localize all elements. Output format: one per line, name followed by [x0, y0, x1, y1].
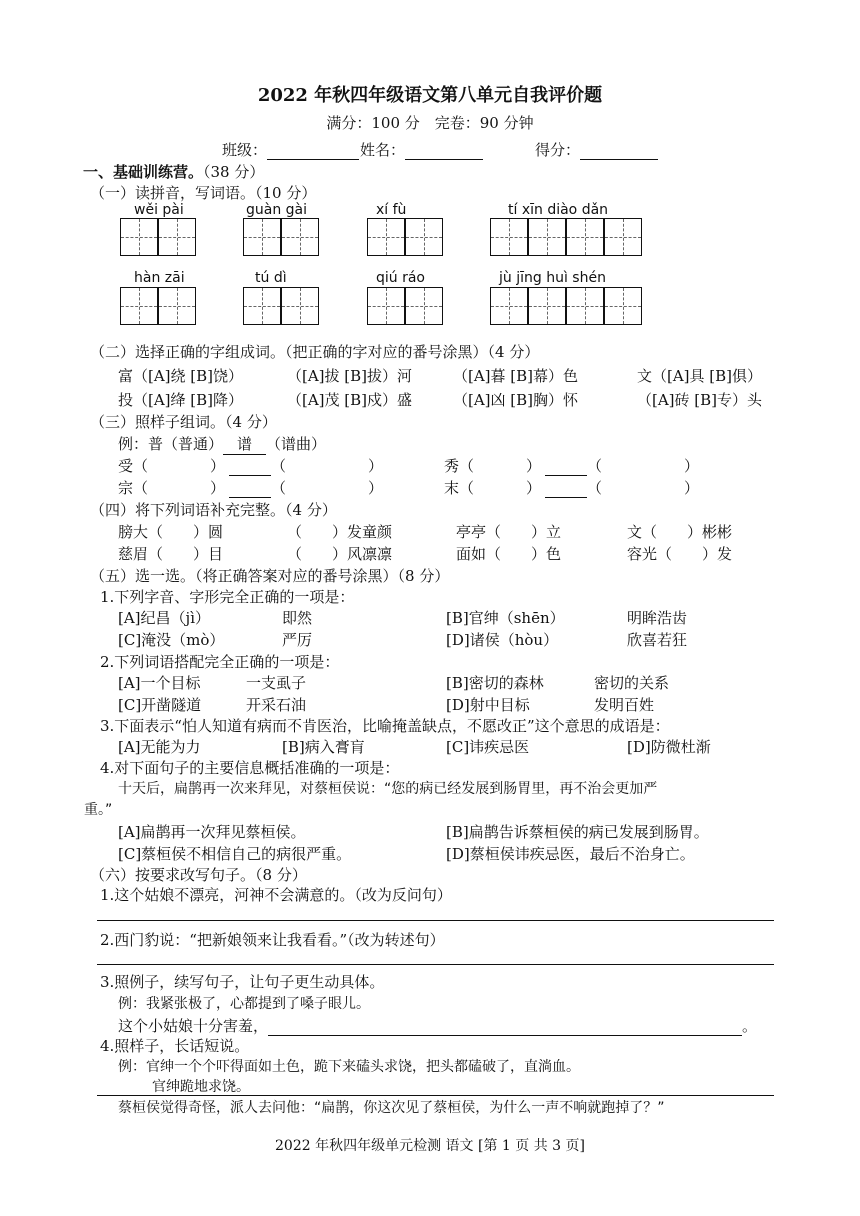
char-box[interactable]	[604, 218, 642, 256]
q2-option-d-word: 发明百姓	[594, 696, 655, 714]
answer-blank[interactable]	[229, 459, 271, 476]
part-2-item[interactable]: 投（[A]绛 [B]降）	[118, 391, 244, 409]
part-3-row	[444, 478, 699, 498]
q3-option-c[interactable]: [C]讳疾忌医	[446, 738, 530, 756]
rewrite-q4-example: 例：官绅一个个吓得面如土色，跪下来磕头求饶，把头都磕破了，直淌血。	[118, 1059, 580, 1075]
char-box[interactable]	[566, 287, 604, 325]
char-box[interactable]	[243, 287, 281, 325]
rewrite-q4: 4.照样子，长话短说。	[100, 1037, 250, 1055]
answer-blank[interactable]	[268, 1019, 742, 1036]
q4-quote-line2: 重。”	[84, 802, 113, 818]
q3-option-d[interactable]: [D]防微杜渐	[627, 738, 711, 756]
section-1-title: 一、基础训练营。	[83, 163, 204, 181]
q1-option-a-word: 即然	[282, 609, 313, 627]
idiom-fill[interactable]: 文（ ）彬彬	[627, 523, 733, 541]
char-box[interactable]	[528, 287, 566, 325]
idiom-fill[interactable]: （ ）发童颜	[287, 523, 393, 541]
q1-option-c-word: 严厉	[282, 631, 313, 649]
char-box[interactable]	[158, 218, 196, 256]
part-4-title: （四）将下列词语补充完整。（4 分）	[90, 501, 337, 519]
class-blank[interactable]	[267, 143, 359, 160]
part-5-title: （五）选一选。（将正确答案对应的番号涂黑）（8 分）	[90, 567, 450, 585]
class-field	[222, 140, 359, 160]
char-box[interactable]	[566, 218, 604, 256]
pinyin-hanzai: hàn zāi	[134, 270, 185, 286]
class-label: 班级：	[222, 141, 268, 159]
score-label: 得分：	[535, 141, 581, 159]
part-3-title: （三）照样子组词。（4 分）	[90, 413, 277, 431]
paren: （	[271, 457, 287, 475]
q4-option-c[interactable]: [C]蔡桓侯不相信自己的病很严重。	[118, 845, 352, 863]
q4-option-d[interactable]: [D]蔡桓侯讳疾忌医，最后不治身亡。	[446, 845, 695, 863]
rewrite-q4-text: 蔡桓侯觉得奇怪，派人去问他：“扁鹊，你这次见了蔡桓侯，为什么一声不响就跑掉了？”	[118, 1100, 665, 1116]
example-word: 谱	[223, 434, 266, 455]
paren: ）	[684, 479, 700, 497]
idiom-fill[interactable]: 容光（ ）发	[627, 545, 733, 563]
page-title: 2022 年秋四年级语文第八单元自我评价题	[257, 85, 603, 106]
pinyin-weipai: wěi pài	[134, 202, 184, 218]
q1-option-b[interactable]: [B]官绅（shēn）	[446, 609, 565, 627]
q2-option-b[interactable]: [B]密切的森林	[446, 674, 544, 692]
pinyin-qiurao: qiú ráo	[376, 270, 425, 286]
char-box[interactable]	[405, 218, 443, 256]
pinyin-guangai: guàn gài	[246, 202, 308, 218]
char-prompt: 秀（	[444, 457, 475, 475]
name-label: 姓名：	[360, 141, 406, 159]
q1-option-c[interactable]: [C]淹没（mò）	[118, 631, 225, 649]
char-prompt: 受（	[118, 457, 149, 475]
idiom-fill[interactable]: 膀大（ ）圆	[118, 523, 224, 541]
char-box[interactable]	[490, 287, 528, 325]
q4-quote-line1: 十天后，扁鹊再一次来拜见，对蔡桓侯说：“您的病已经发展到肠胃里，再不治会更加严	[118, 781, 658, 797]
paren: ）	[526, 479, 542, 497]
answer-blank[interactable]	[545, 481, 587, 498]
rewrite-q2: 2.西门豹说：“把新娘领来让我看看。”（改为转述句）	[100, 931, 445, 949]
part-3-example	[118, 434, 326, 455]
pinyin-xifu: xí fù	[376, 202, 407, 218]
q2-option-c-word: 开采石油	[246, 696, 307, 714]
q1-option-a[interactable]: [A]纪昌（jì）	[118, 609, 210, 627]
char-prompt: 宗（	[118, 479, 149, 497]
name-field	[360, 140, 483, 160]
paren: ）	[368, 457, 384, 475]
char-box[interactable]	[158, 287, 196, 325]
q3-option-b[interactable]: [B]病入膏肓	[282, 738, 365, 756]
name-blank[interactable]	[405, 143, 483, 160]
q3-prompt-text: 这个小姑娘十分害羞，	[118, 1017, 269, 1035]
answer-blank[interactable]	[545, 459, 587, 476]
section-1-heading	[83, 162, 264, 182]
idiom-fill[interactable]: 慈眉（ ）目	[118, 545, 224, 563]
q4-stem: 4.对下面句子的主要信息概括准确的一项是：	[100, 759, 400, 777]
char-box[interactable]	[528, 218, 566, 256]
part-1-title: （一）读拼音，写词语。（10 分）	[90, 184, 317, 202]
q2-option-c[interactable]: [C]开凿隧道	[118, 696, 202, 714]
q2-option-b-word: 密切的关系	[594, 674, 670, 692]
char-box[interactable]	[120, 218, 158, 256]
part-2-item[interactable]: 富（[A]绕 [B]饶）	[118, 367, 244, 385]
example-suffix: （谱曲）	[266, 435, 327, 453]
idiom-fill[interactable]: （ ）风凛凛	[287, 545, 393, 563]
paren: （	[587, 457, 603, 475]
rewrite-q4-example-answer: 官绅跪地求饶。	[152, 1079, 250, 1095]
paren: ）	[210, 457, 226, 475]
score-blank[interactable]	[580, 143, 658, 160]
q2-option-a[interactable]: [A]一个目标	[118, 674, 201, 692]
pinyin-tudi: tú dì	[255, 270, 287, 286]
q3-option-a[interactable]: [A]无能为力	[118, 738, 201, 756]
char-box[interactable]	[405, 287, 443, 325]
q1-option-d[interactable]: [D]诸侯（hòu）	[446, 631, 559, 649]
pinyin-tixindiaodan: tí xīn diào dǎn	[508, 202, 609, 218]
char-box[interactable]	[281, 218, 319, 256]
part-3-row	[118, 478, 383, 498]
rewrite-q3: 3.照例子，续写句子，让句子更生动具体。	[100, 973, 385, 991]
paren: （	[587, 479, 603, 497]
score-time-line: 满分：100 分 完卷：90 分钟	[326, 114, 534, 132]
q2-option-a-word: 一支虱子	[246, 674, 307, 692]
paren: ）	[210, 479, 226, 497]
char-box[interactable]	[120, 287, 158, 325]
part-2-item[interactable]: （[A]凶 [B]胸）怀	[453, 391, 579, 409]
char-box[interactable]	[490, 218, 528, 256]
score-field	[535, 140, 658, 160]
example-prefix: 例：普（普通）	[118, 435, 224, 453]
divider-line	[97, 1095, 774, 1096]
q3-stem: 3.下面表示“怕人知道有病而不肯医治，比喻掩盖缺点，不愿改正”这个意思的成语是：	[100, 717, 670, 735]
char-box[interactable]	[243, 218, 281, 256]
q1-option-d-word: 欣喜若狂	[627, 631, 688, 649]
q4-option-b[interactable]: [B]扁鹊告诉蔡桓侯的病已发展到肠胃。	[446, 823, 709, 841]
char-box[interactable]	[367, 287, 405, 325]
paren: ）	[526, 457, 542, 475]
part-6-title: （六）按要求改写句子。（8 分）	[90, 866, 307, 884]
part-2-item[interactable]: 文（[A]具 [B]俱）	[637, 367, 763, 385]
q2-option-d[interactable]: [D]射中目标	[446, 696, 530, 714]
part-3-row	[444, 456, 699, 476]
rewrite-q1: 1.这个姑娘不漂亮，河神不会满意的。（改为反问句）	[100, 886, 452, 904]
char-box[interactable]	[281, 287, 319, 325]
q3-period: 。	[742, 1017, 758, 1035]
char-box[interactable]	[367, 218, 405, 256]
pinyin-jujinghuishen: jù jīng huì shén	[499, 270, 606, 286]
part-2-title: （二）选择正确的字组成词。（把正确的字对应的番号涂黑）（4 分）	[90, 343, 540, 361]
part-3-row	[118, 456, 383, 476]
paren: （	[271, 479, 287, 497]
part-2-item[interactable]: （[A]拔 [B]拔）河	[287, 367, 413, 385]
idiom-fill[interactable]: 亭亭（ ）立	[456, 523, 562, 541]
q1-option-b-word: 明眸浩齿	[627, 609, 688, 627]
q1-stem: 1.下列字音、字形完全正确的一项是：	[100, 588, 355, 606]
paren: ）	[368, 479, 384, 497]
section-1-points: （38 分）	[203, 163, 265, 181]
paren: ）	[684, 457, 700, 475]
answer-blank[interactable]	[229, 481, 271, 498]
rewrite-q3-prompt	[118, 1016, 757, 1036]
page-footer: 2022 年秋四年级单元检测 语文 [第 1 页 共 3 页]	[275, 1138, 585, 1154]
q4-option-a[interactable]: [A]扁鹊再一次拜见蔡桓侯。	[118, 823, 306, 841]
part-2-item[interactable]: （[A]暮 [B]幕）色	[453, 367, 579, 385]
part-2-item[interactable]: （[A]砖 [B]专）头	[637, 391, 763, 409]
char-box[interactable]	[604, 287, 642, 325]
rewrite-q3-example: 例：我紧张极了，心都提到了嗓子眼儿。	[118, 996, 370, 1012]
part-2-item[interactable]: （[A]茂 [B]戍）盛	[287, 391, 413, 409]
char-prompt: 末（	[444, 479, 475, 497]
answer-line[interactable]	[97, 920, 774, 921]
idiom-fill[interactable]: 面如（ ）色	[456, 545, 562, 563]
q2-stem: 2.下列词语搭配完全正确的一项是：	[100, 653, 340, 671]
answer-line[interactable]	[97, 964, 774, 965]
